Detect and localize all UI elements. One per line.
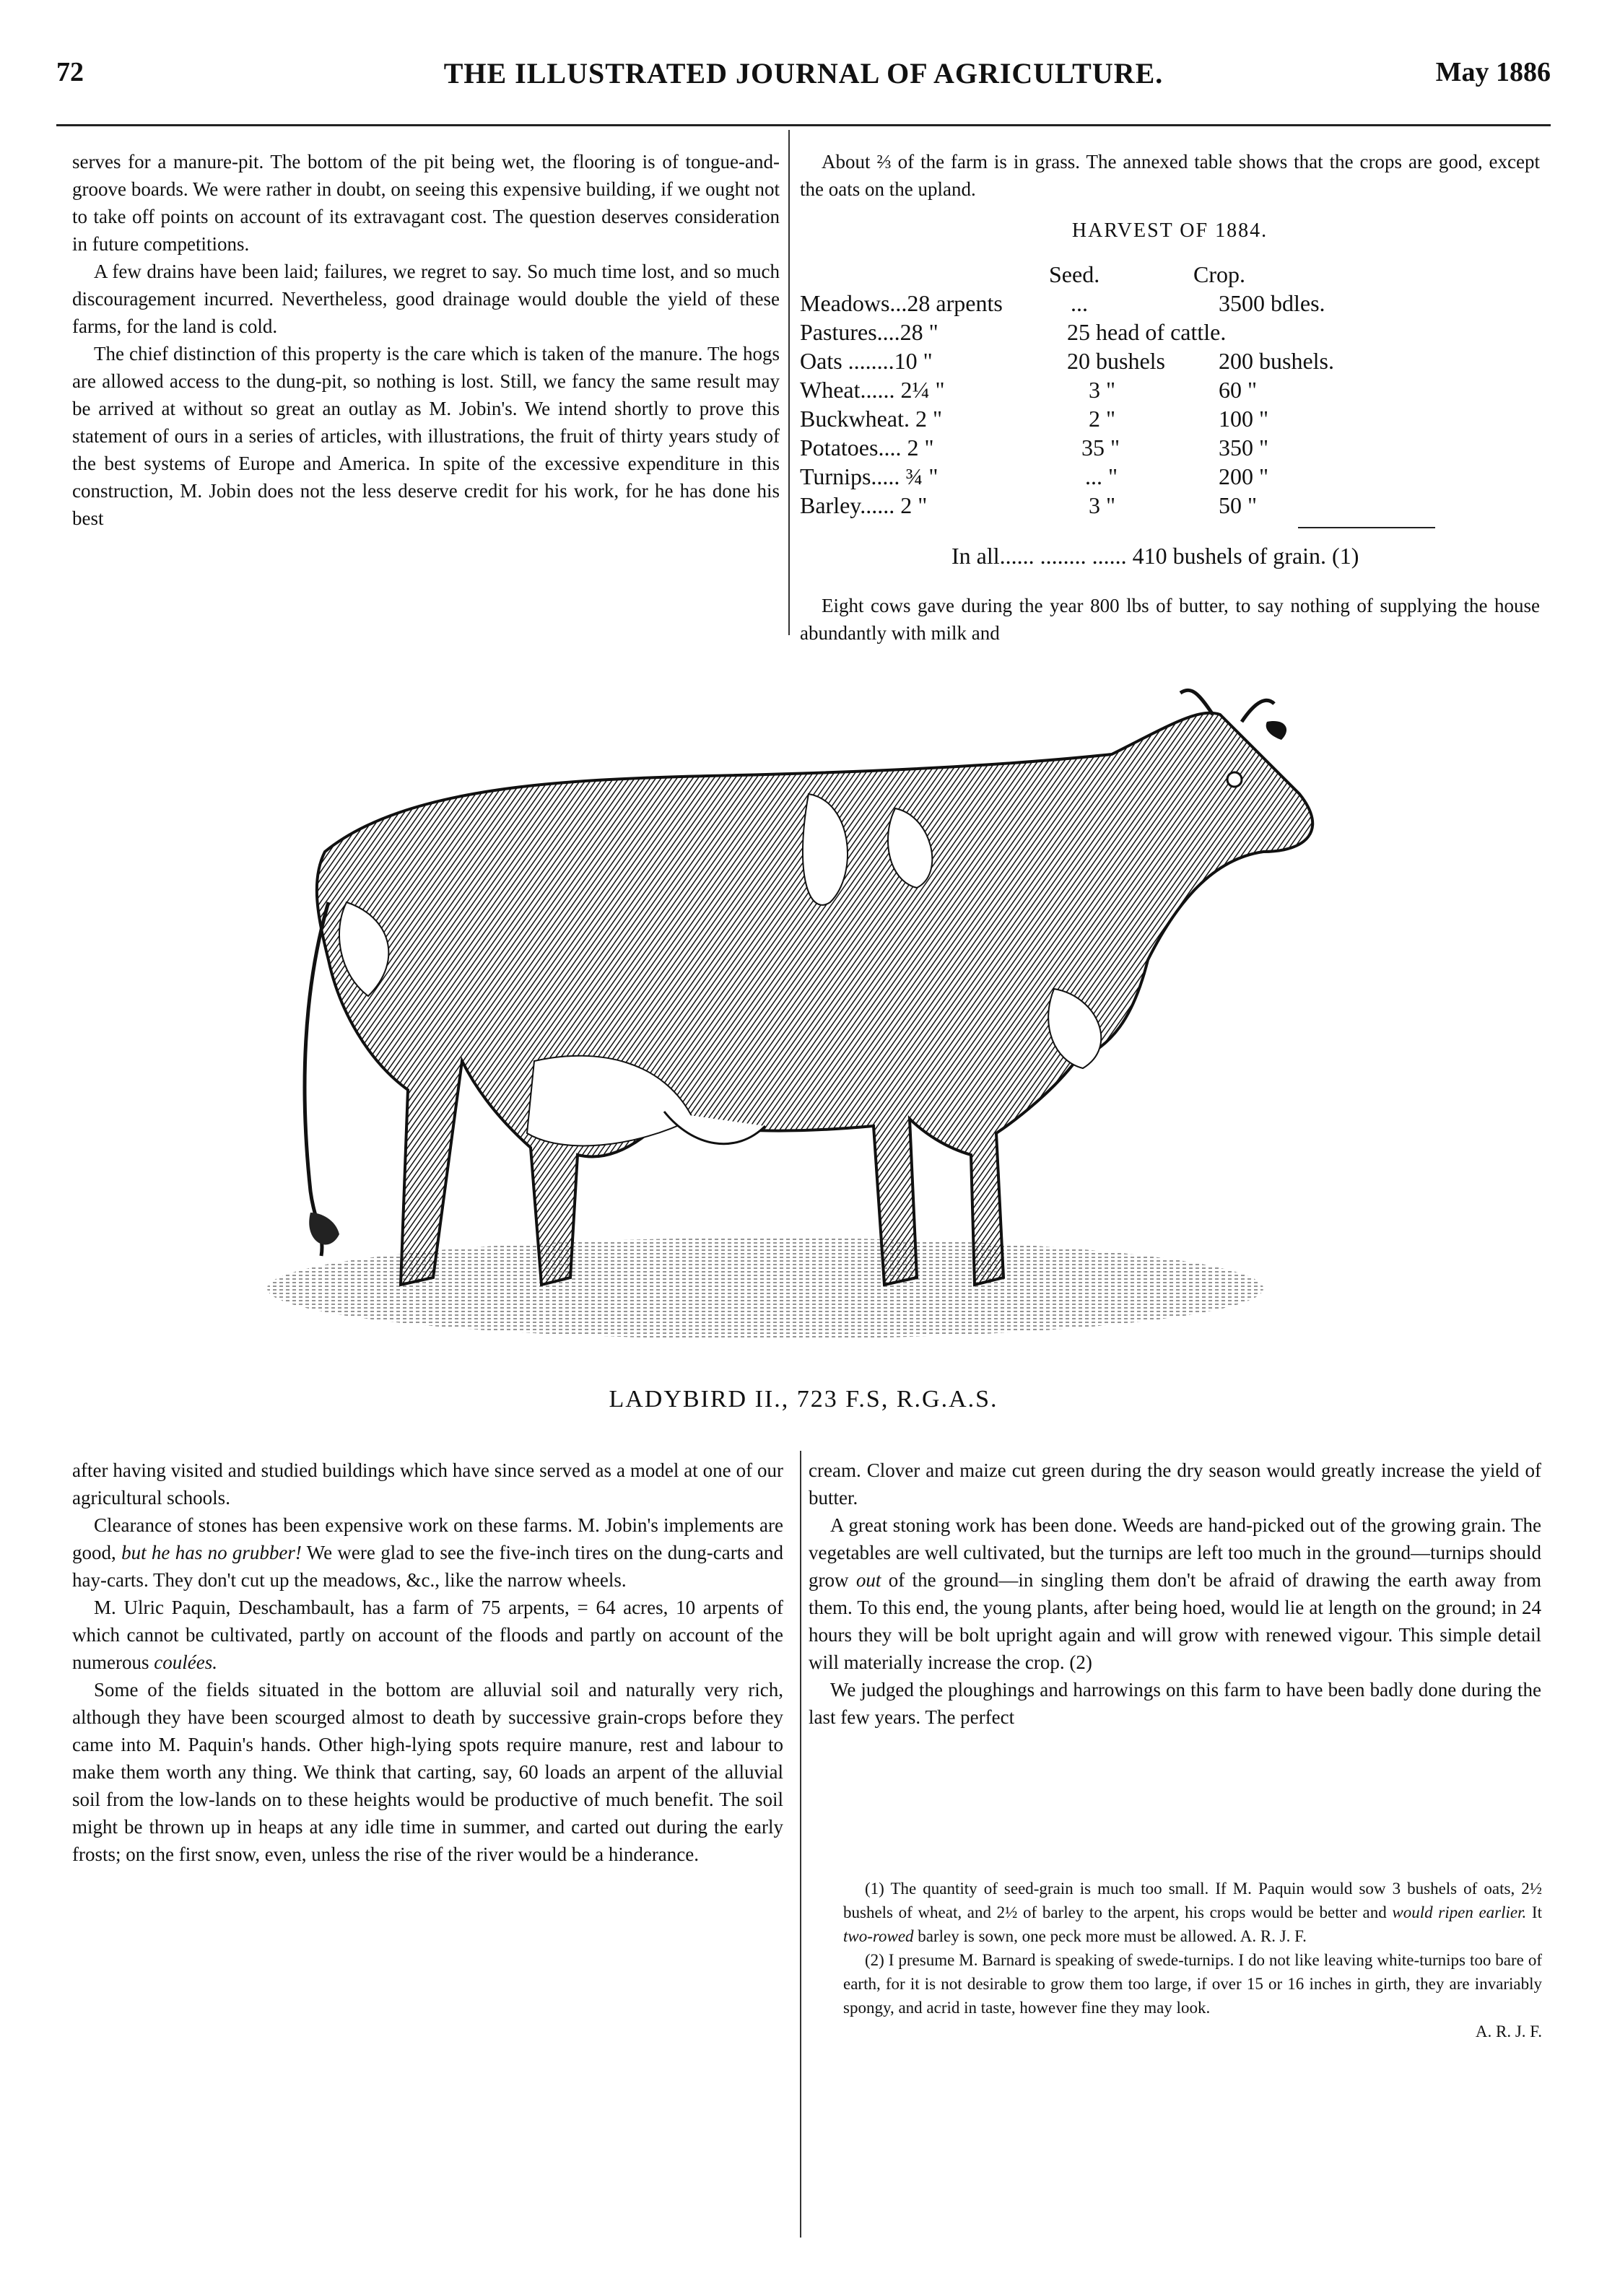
footnotes	[843, 1877, 1542, 2043]
paragraph: About ⅔ of the farm is in grass. The annexed table shows that the crops are good, except the oats on the upland.	[800, 151, 1540, 200]
top-right-column	[800, 148, 1540, 203]
row-crop: 3500 bdles.	[1219, 290, 1325, 316]
text-run: M. Ulric Paquin, Deschambault, has a farm of 75 arpents, = 64 acres, 10 arpents of which cannot be cultivated, partly on account of the floods and partly on account of the numerous	[72, 1597, 783, 1673]
table-row	[800, 318, 1540, 346]
paragraph: The chief distinction of this property is the care which is taken of the manure. The hogs are allowed access to the dung-pit, so nothing is lost. Still, we fancy the same result may be arrived at without so great an outlay as M. Jobin's. We intend shortly to prove this statement of ours in a series of articles, with illustrations, the fruit of thirty years study of the best systems of Europe and America. In spite of the excessive expenditure in this construction, M. Jobin does not the less deserve credit for his work, for he has done his best	[72, 343, 780, 529]
journal-title: THE ILLUSTRATED JOURNAL OF AGRICULTURE.	[443, 57, 1164, 90]
crop-column-header: Crop.	[1193, 261, 1245, 287]
paragraph	[72, 1594, 783, 1676]
footnote-1	[843, 1877, 1542, 1948]
row-crop: 100 "	[1219, 406, 1269, 432]
bottom-right-column	[809, 1457, 1541, 1731]
total-text: In all...... ........ ...... 410 bushels of grain. (1)	[951, 543, 1359, 569]
text-run: Clearance of stones has been expensive work on these farms. M. Jobin's implements are good,	[72, 1514, 783, 1563]
text-run: A great stoning work has been done. Weeds are hand-picked out of the growing grain. The vegetables are well cultivated, but the turnips are left too much in the ground—turnips should grow	[809, 1514, 1541, 1591]
paragraph: cream. Clover and maize cut green during the dry season would greatly increase the yield of butter.	[809, 1459, 1541, 1509]
row-crop: 350 "	[1219, 435, 1269, 460]
row-name: Barley...... 2 "	[800, 492, 928, 518]
figure-caption: LADYBIRD II., 723 F.S, R.G.A.S.	[609, 1386, 998, 1413]
row-seed: 35 "	[1081, 435, 1120, 460]
harvest-title: HARVEST OF 1884.	[1071, 219, 1268, 242]
italic-text: two-rowed	[843, 1927, 914, 1945]
harvest-table	[800, 217, 1540, 569]
italic-text: would ripen earlier.	[1392, 1903, 1527, 1921]
paragraph: after having visited and studied buildings which have since served as a model at one of our agricultural schools.	[72, 1459, 783, 1509]
table-row	[800, 404, 1540, 433]
text-run: We were glad to see the five-inch tires on the dung-carts and hay-carts. They don't cut up the meadows, &c., like the narrow wheels.	[72, 1542, 784, 1591]
text-run: of the ground—in singling them don't be afraid of drawing the earth away from them. To this end, the young plants, after being hoed, would lie at length on the ground; in 24 hours they will be bolt upright again and will grow with renewed vigour. This simple detail will materially increase the crop. (2)	[809, 1569, 1541, 1673]
row-name: Potatoes.... 2 "	[800, 435, 934, 460]
row-name: Oats ........10 "	[800, 348, 933, 374]
table-row	[800, 346, 1540, 375]
top-left-column	[72, 148, 780, 532]
paragraph	[809, 1511, 1541, 1676]
table-row	[800, 289, 1540, 318]
row-seed: 20 bushels	[1067, 348, 1165, 374]
harvest-header-row	[800, 260, 1540, 289]
row-name: Wheat...... 2¼ "	[800, 377, 945, 403]
italic-text: out	[855, 1569, 881, 1591]
column-divider	[788, 130, 790, 635]
row-name: Meadows...28 arpents	[800, 290, 1003, 316]
row-crop: 50 "	[1219, 492, 1258, 518]
footnote-2: (2) I presume M. Barnard is speaking of swede-turnips. I do not like leaving white-turnips too bare of earth, for it is not desirable to grow them too large, if over 15 or 16 inches in girth, they are invariably spongy, and acrid in taste, however fine they may look.	[843, 1951, 1542, 2017]
paragraph: We judged the ploughings and harrowings on this farm to have been badly done during the last few years. The perfect	[809, 1679, 1541, 1728]
paragraph: A few drains have been laid; failures, we regret to say. So much time lost, and so much discouragement incurred. Nevertheless, good drainage would double the yield of these farms, for the land is cold.	[72, 261, 780, 337]
row-name: Buckwheat. 2 "	[800, 406, 943, 432]
harvest-rows	[800, 260, 1540, 570]
row-seed: 3 "	[1089, 492, 1116, 518]
bottom-left-column	[72, 1457, 783, 1868]
total-row	[800, 541, 1540, 570]
row-seed: 3 "	[1089, 377, 1116, 403]
row-crop: 200 "	[1219, 463, 1269, 489]
italic-text: coulées.	[154, 1651, 217, 1673]
row-seed: 2 "	[1089, 406, 1116, 432]
header-rule	[56, 124, 1551, 126]
paragraph: Eight cows gave during the year 800 lbs of butter, to say nothing of supplying the house abundantly with milk and	[800, 595, 1540, 644]
paragraph	[72, 1511, 783, 1594]
seed-column-header: Seed.	[1049, 261, 1100, 287]
row-seed: ...	[1071, 290, 1088, 316]
table-row	[800, 375, 1540, 404]
cow-engraving	[260, 686, 1343, 1364]
page-number: 72	[56, 57, 84, 87]
cow-illustration	[260, 686, 1343, 1364]
text-run: It	[1526, 1903, 1542, 1921]
text-run: (1) The quantity of seed-grain is much too small. If M. Paquin would sow 3 bushels of oats, 2½ bushels of wheat, and 2½ of barley to the arpent, his crops would be better and	[843, 1880, 1542, 1921]
page-header	[56, 56, 1551, 100]
total-rule	[1298, 527, 1435, 528]
row-seed: 25 head of cattle.	[1067, 319, 1227, 345]
row-crop: 200 bushels.	[1219, 348, 1334, 374]
row-crop: 60 "	[1219, 377, 1258, 403]
issue-date: May 1886	[1435, 57, 1551, 87]
row-name: Turnips..... ¾ "	[800, 463, 938, 489]
table-row	[800, 491, 1540, 520]
row-name: Pastures....28 "	[800, 319, 938, 345]
row-seed: ... "	[1085, 463, 1118, 489]
paragraph: Some of the fields situated in the bottom are alluvial soil and naturally very rich, although they have been scourged almost to death by successive grain-crops before they came into M. Paquin's hands. Other high-lying spots require manure, rest and labour to make them worth any thing. We think that carting, say, 60 loads an arpent of the alluvial soil from the low-lands on to these heights would be productive of much benefit. The soil might be thrown up in heaps at any idle time in summer, and carted out during the early frosts; on the first snow, even, unless the rise of the river would be a hinderance.	[72, 1679, 783, 1865]
top-right-continued	[800, 592, 1540, 647]
table-row	[800, 462, 1540, 491]
text-run: barley is sown, one peck more must be allowed. A. R. J. F.	[913, 1927, 1307, 1945]
italic-text: but he has no grubber!	[121, 1542, 302, 1563]
paragraph: serves for a manure-pit. The bottom of the pit being wet, the flooring is of tongue-and-groove boards. We were rather in doubt, on seeing this expensive building, if we ought not to take off points on account of its extravagant cost. The question deserves consideration in future competitions.	[72, 151, 780, 255]
column-divider	[800, 1451, 801, 2238]
table-row	[800, 433, 1540, 462]
footnote-signature: A. R. J. F.	[1475, 2022, 1542, 2040]
